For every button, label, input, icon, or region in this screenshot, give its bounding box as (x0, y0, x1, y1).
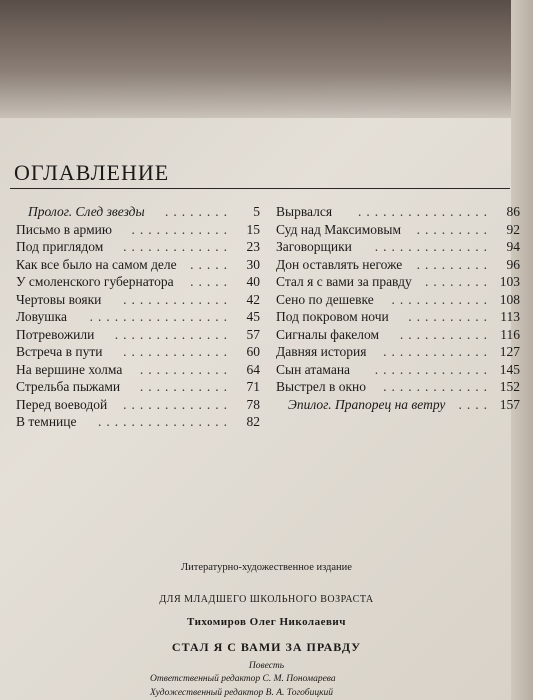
toc-entry (16, 256, 260, 274)
toc-entry-page: 57 (246, 326, 260, 342)
toc-entry-title: Перед воеводой (16, 396, 108, 412)
toc-leader-dots: .... (458, 396, 492, 412)
toc-entry-title: Под приглядом (16, 239, 104, 254)
editor: Ответственный редактор С. М. Пономарева (150, 674, 336, 684)
toc-entry-page: 42 (246, 291, 260, 307)
toc-entry-page: 40 (246, 274, 260, 289)
toc-entry-page: 127 (499, 344, 520, 359)
top-shadow (0, 0, 533, 118)
book-title: СТАЛ Я С ВАМИ ЗА ПРАВДУ (171, 640, 362, 654)
toc-entry-page: 45 (246, 309, 260, 324)
toc-entry-title: Как все было на самом деле (16, 256, 177, 272)
toc-entry-title: Выстрел в окно (276, 379, 367, 394)
toc-entry (276, 238, 520, 256)
toc-heading: ОГЛАВЛЕНИЕ (14, 160, 170, 185)
art-editor: Художественный редактор В. А. Тогобицкий (150, 688, 334, 698)
toc-entry (276, 396, 520, 414)
toc-leader-dots: ........... (139, 361, 232, 377)
toc-entry-title: Дон оставлять негоже (276, 256, 403, 272)
toc-entry (276, 291, 520, 309)
toc-entry (16, 203, 260, 221)
toc-entry-title: Заговорщики (276, 239, 352, 254)
toc-leader-dots: ............. (383, 379, 492, 394)
toc-entry-page: 152 (499, 379, 520, 394)
toc-entry-title: Сын атамана (276, 361, 351, 377)
toc-entry-title: На вершине холма (16, 361, 123, 377)
toc-entry-title: Пролог. След звезды (28, 204, 145, 219)
toc-entry-page: 23 (246, 239, 260, 254)
toc-entry-title: Стал я с вами за правду (276, 274, 412, 289)
edition-type: Литературно-художественное издание (181, 562, 352, 573)
toc-entry-title: У смоленского губернатора (16, 274, 174, 289)
toc-entry (16, 343, 260, 361)
toc-entry (276, 343, 520, 361)
toc-entry-title: Стрельба пыжами (16, 379, 121, 394)
toc-entry (276, 221, 520, 239)
toc-leader-dots: ........ (165, 204, 232, 219)
toc-right-column (276, 203, 520, 413)
toc-entry (276, 361, 520, 379)
toc-entry (276, 273, 520, 291)
toc-entry-page: 15 (246, 221, 260, 237)
toc-entry (16, 238, 260, 256)
toc-leader-dots: ........... (139, 379, 232, 394)
heading-rule (10, 188, 510, 189)
toc-leader-dots: ..... (190, 256, 232, 272)
toc-leader-dots: .............. (374, 239, 492, 254)
toc-entry-title: Встреча в пути (16, 344, 103, 359)
toc-entry-title: Потревожили (16, 326, 95, 342)
toc-entry (16, 291, 260, 309)
toc-leader-dots: .............. (374, 361, 492, 377)
toc-entry-title: Сигналы факелом (276, 326, 380, 342)
toc-entry-page: 103 (499, 274, 520, 289)
toc-leader-dots: ..... (190, 274, 232, 289)
toc-entry (16, 361, 260, 379)
toc-entry-page: 71 (246, 379, 260, 394)
toc-entry-page: 86 (506, 204, 520, 219)
audience: ДЛЯ МЛАДШЕГО ШКОЛЬНОГО ВОЗРАСТА (159, 594, 374, 605)
toc-leader-dots: ................ (358, 204, 492, 219)
toc-left-column (16, 203, 260, 431)
toc-entry-title: В темнице (16, 414, 77, 429)
toc-leader-dots: ................ (98, 414, 232, 429)
toc-entry-page: 157 (499, 396, 520, 412)
toc-entry-page: 30 (246, 256, 260, 272)
toc-entry-page: 96 (506, 256, 520, 272)
toc-entry-title: Эпилог. Прапорец на ветру (288, 396, 446, 412)
toc-entry (16, 396, 260, 414)
toc-leader-dots: ........ (425, 274, 492, 289)
toc-entry (16, 413, 260, 431)
toc-entry-title: Письмо в армию (16, 221, 112, 237)
toc-entry-page: 60 (246, 344, 260, 359)
toc-leader-dots: ............. (123, 239, 232, 254)
toc-leader-dots: ............ (391, 291, 492, 307)
toc-entry-page: 5 (253, 204, 260, 219)
toc-entry (276, 378, 520, 396)
toc-entry-title: Сено по дешевке (276, 291, 374, 307)
toc-entry (276, 256, 520, 274)
toc-entry-page: 145 (499, 361, 520, 377)
toc-leader-dots: .......... (408, 309, 492, 324)
toc-leader-dots: ............. (123, 396, 232, 412)
toc-entry-page: 116 (500, 326, 520, 342)
toc-entry (276, 308, 520, 326)
toc-entry (276, 203, 520, 221)
toc-entry-page: 82 (246, 414, 260, 429)
toc-entry (16, 221, 260, 239)
toc-entry (16, 378, 260, 396)
toc-entry-page: 92 (506, 221, 520, 237)
toc-entry-page: 108 (499, 291, 520, 307)
toc-leader-dots: ......... (416, 221, 492, 237)
toc-entry-page: 78 (246, 396, 260, 412)
toc-leader-dots: ........... (399, 326, 492, 342)
toc-entry-title: Вырвался (276, 204, 333, 219)
toc-entry-page: 113 (500, 309, 520, 324)
author: Тихомиров Олег Николаевич (187, 616, 346, 628)
toc-entry-page: 94 (506, 239, 520, 254)
toc-entry-title: Давняя история (276, 344, 367, 359)
toc-entry-title: Чертовы вояки (16, 291, 102, 307)
toc-entry-title: Суд над Максимовым (276, 221, 401, 237)
toc-leader-dots: ......... (416, 256, 492, 272)
toc-entry (276, 326, 520, 344)
toc-leader-dots: ............ (131, 221, 232, 237)
toc-leader-dots: ............. (123, 291, 232, 307)
toc-leader-dots: ............. (383, 344, 492, 359)
toc-leader-dots: .............. (114, 326, 232, 342)
toc-entry-title: Под покровом ночи (276, 309, 389, 324)
toc-entry-page: 64 (246, 361, 260, 377)
toc-entry (16, 326, 260, 344)
toc-entry (16, 273, 260, 291)
toc-entry (16, 308, 260, 326)
toc-leader-dots: ............. (123, 344, 232, 359)
toc-leader-dots: ................. (89, 309, 232, 324)
toc-entry-title: Ловушка (16, 309, 67, 324)
genre: Повесть (248, 661, 285, 671)
